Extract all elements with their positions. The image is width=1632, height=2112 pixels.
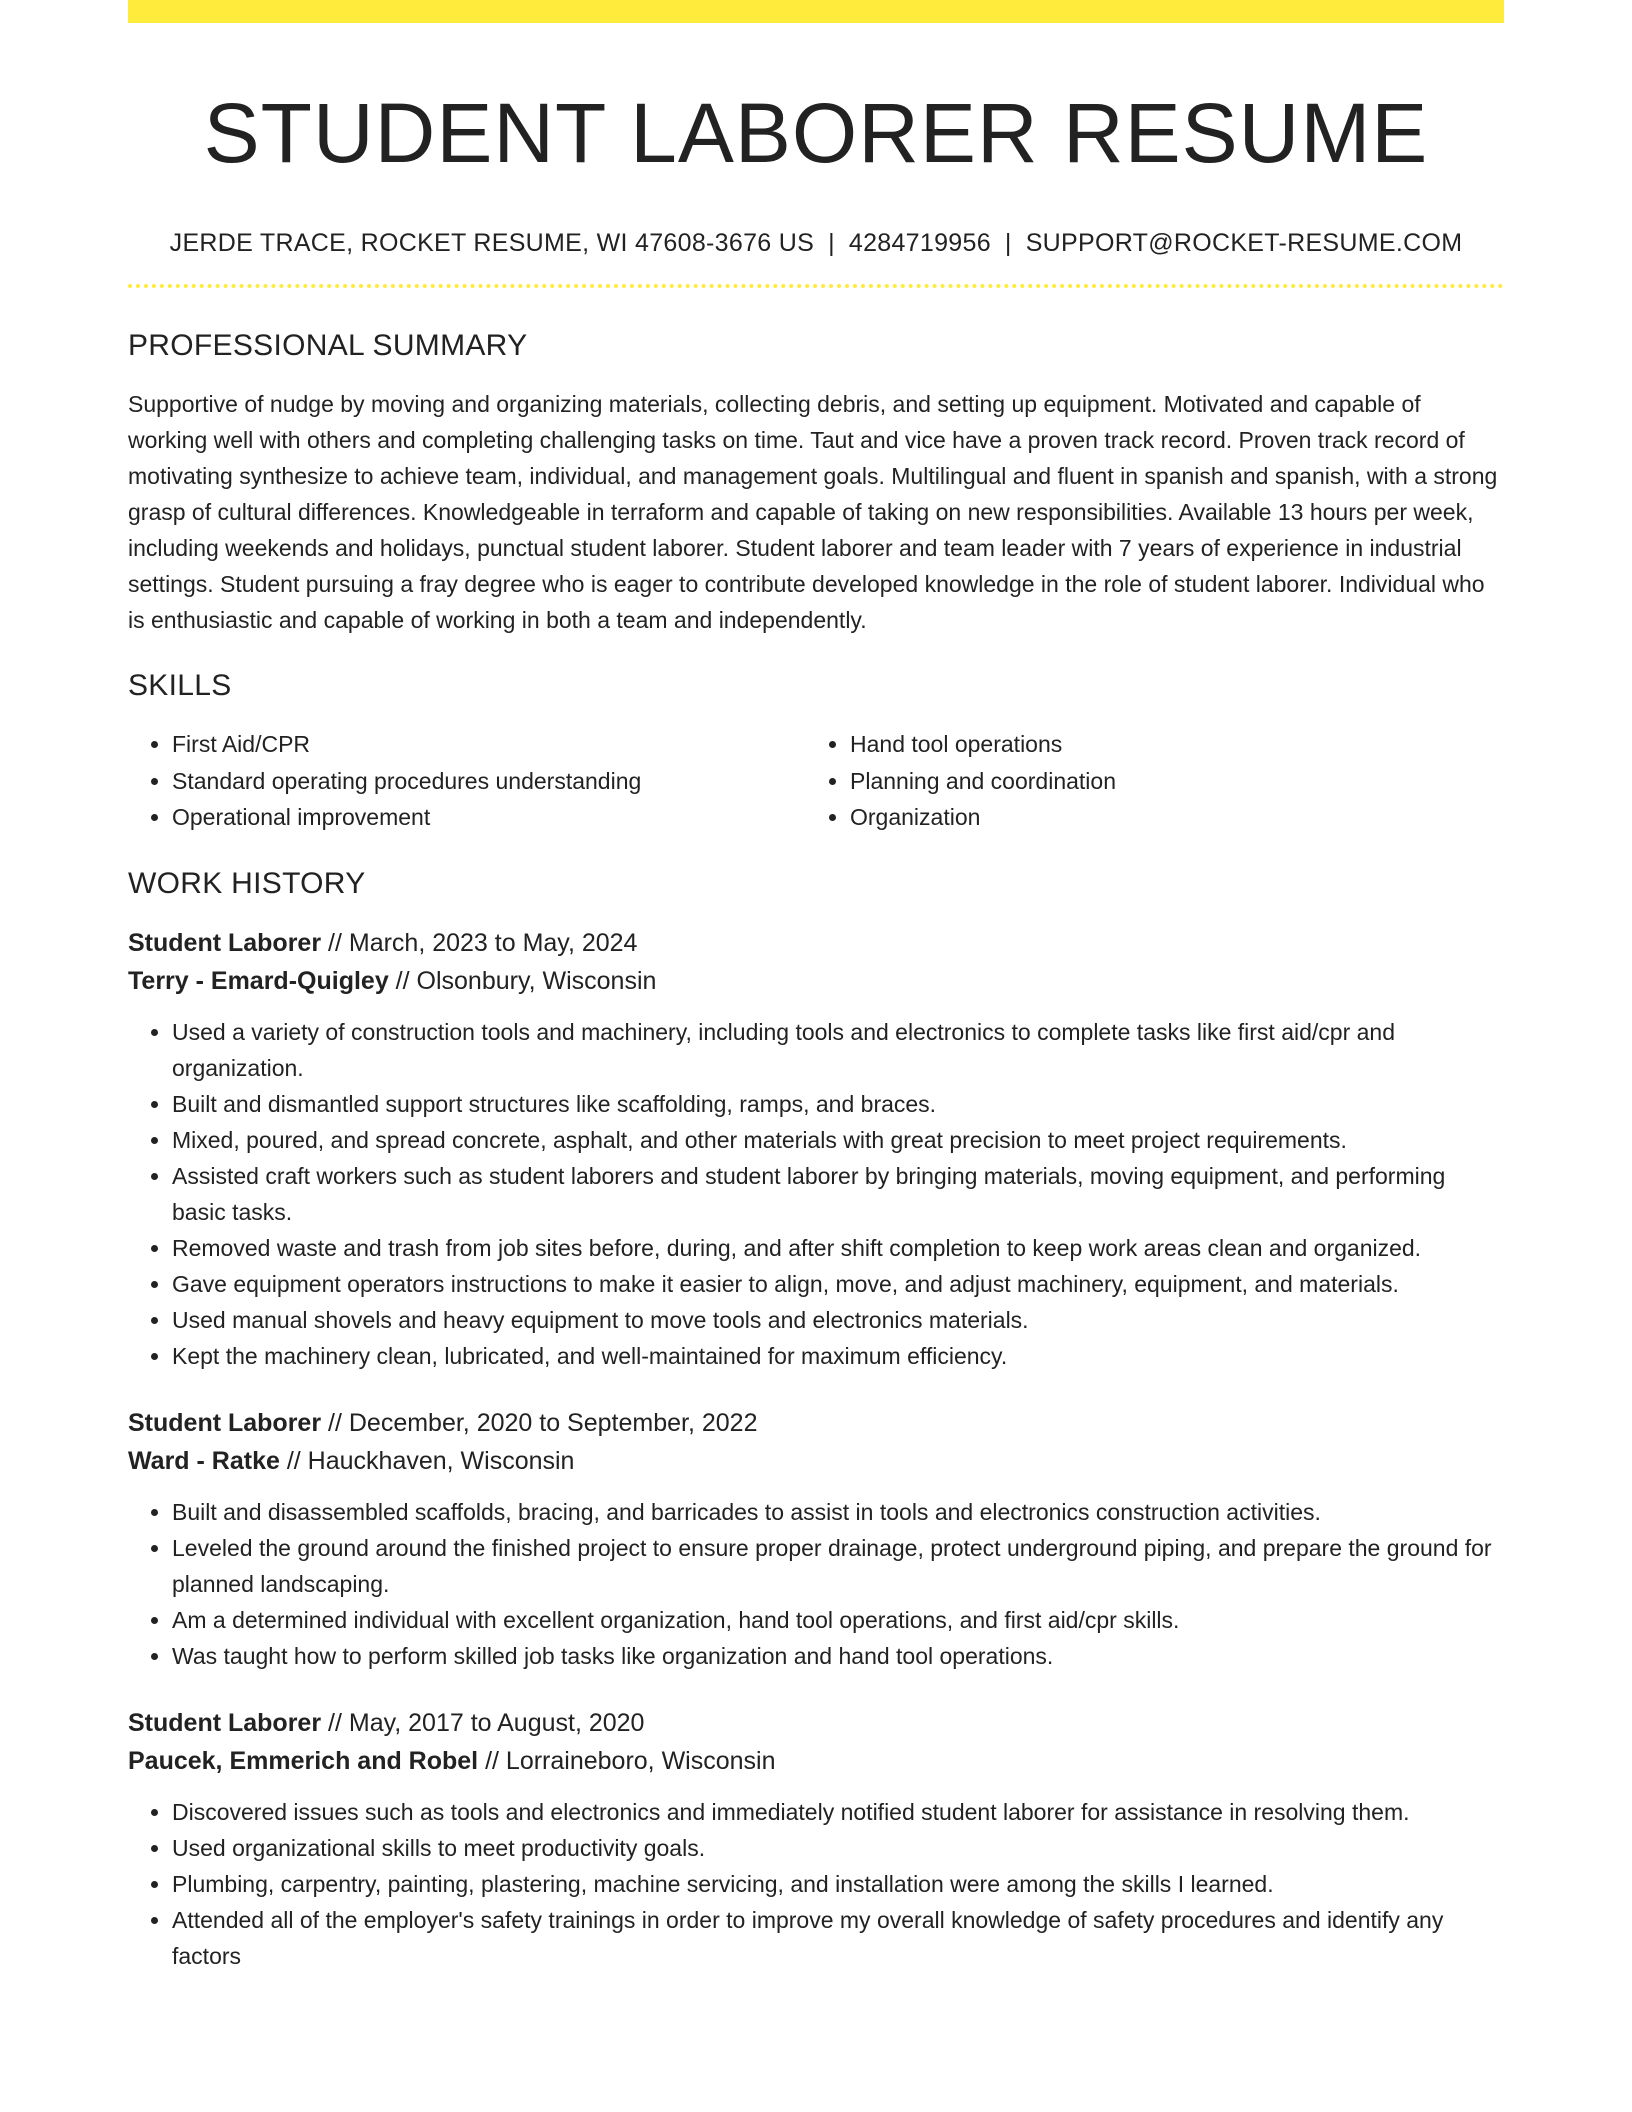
job-bullet: • Used a variety of construction tools and machinery, including tools and electronics to complete tasks like first aid/cpr and organization. [172, 1014, 1504, 1086]
dotted-divider [128, 284, 1504, 288]
job-dates: // March, 2023 to May, 2024 [328, 928, 638, 957]
job-title-line [128, 1404, 1504, 1442]
skill-item: • First Aid/CPR [172, 726, 806, 763]
job-company-line [128, 962, 1504, 1000]
job-title-line [128, 1704, 1504, 1742]
job-location: // Olsonbury, Wisconsin [395, 966, 657, 995]
skills-heading: SKILLS [128, 669, 232, 702]
job-company: Terry - Emard-Quigley [128, 966, 389, 995]
job-bullet: • Am a determined individual with excellent organization, hand tool operations, and first aid/cpr skills. [172, 1602, 1504, 1638]
job-location: // Lorraineboro, Wisconsin [485, 1746, 776, 1775]
job-bullets [128, 1014, 1504, 1374]
job-company: Paucek, Emmerich and Robel [128, 1746, 479, 1775]
contact-separator: | [828, 229, 835, 257]
job-entry [128, 924, 1504, 1374]
skill-item: • Organization [850, 799, 1484, 836]
job-bullet: • Used manual shovels and heavy equipment to move tools and electronics materials. [172, 1302, 1504, 1338]
job-bullet: • Was taught how to perform skilled job tasks like organization and hand tool operations. [172, 1638, 1504, 1674]
job-bullet: • Plumbing, carpentry, painting, plastering, machine servicing, and installation were among the skills I learned. [172, 1866, 1504, 1902]
skills-column-left [128, 726, 806, 836]
contact-phone: 4284719956 [848, 229, 991, 257]
job-bullet: • Built and dismantled support structures like scaffolding, ramps, and braces. [172, 1086, 1504, 1122]
job-bullet: • Used organizational skills to meet productivity goals. [172, 1830, 1504, 1866]
job-bullet: • Assisted craft workers such as student laborers and student laborer by bringing materials, moving equipment, and performing basic tasks. [172, 1158, 1504, 1230]
skill-item: • Standard operating procedures understanding [172, 763, 806, 800]
job-bullet: • Discovered issues such as tools and electronics and immediately notified student laborer for assistance in resolving them. [172, 1794, 1504, 1830]
resume-page [128, 0, 1504, 1974]
job-bullet: • Gave equipment operators instructions to make it easier to align, move, and adjust machinery, equipment, and materials. [172, 1266, 1504, 1302]
summary-heading: PROFESSIONAL SUMMARY [128, 329, 528, 362]
skill-item: • Operational improvement [172, 799, 806, 836]
work-history-heading: WORK HISTORY [128, 866, 366, 900]
contact-email: SUPPORT@ROCKET-RESUME.COM [1025, 229, 1463, 257]
summary-text: Supportive of nudge by moving and organizing materials, collecting debris, and setting up equipment. Motivated and capable of working well with others and completing challenging tasks on time. Taut and vice have a proven track record. Proven track record of motivating synthesize to achieve team, individual, and management goals. Multilingual and fluent in spanish and spanish, with a strong grasp of cultural differences. Knowledgeable in terraform and capable of taking on new responsibilities. Available 13 hours per week, including weekends and holidays, punctual student laborer. Student laborer and team leader with 7 years of experience in industrial settings. Student pursuing a fray degree who is eager to contribute developed knowledge in the role of student laborer. Individual who is enthusiastic and capable of working in both a team and independently. [128, 391, 1498, 633]
job-title-line [128, 924, 1504, 962]
skill-item: • Hand tool operations [850, 726, 1484, 763]
job-company-line [128, 1442, 1504, 1480]
skills-column-right [806, 726, 1484, 836]
contact-separator: | [1004, 229, 1012, 257]
job-title: Student Laborer [128, 928, 322, 957]
accent-bar [128, 0, 1504, 23]
job-location: // Hauckhaven, Wisconsin [286, 1446, 575, 1475]
job-bullet: • Removed waste and trash from job sites before, during, and after shift completion to keep work areas clean and organized. [172, 1230, 1504, 1266]
job-bullet: • Built and disassembled scaffolds, bracing, and barricades to assist in tools and electronics construction activities. [172, 1494, 1504, 1530]
resume-title: STUDENT LABORER RESUME [203, 86, 1429, 180]
skills-list [128, 726, 1504, 836]
job-company-line [128, 1742, 1504, 1780]
job-bullet: • Attended all of the employer's safety trainings in order to improve my overall knowledge of safety procedures and identify any factors [172, 1902, 1504, 1974]
skill-item: • Planning and coordination [850, 763, 1484, 800]
contact-line [128, 228, 1504, 258]
job-bullet: • Mixed, poured, and spread concrete, asphalt, and other materials with great precision to meet project requirements. [172, 1122, 1504, 1158]
job-bullet: • Kept the machinery clean, lubricated, and well-maintained for maximum efficiency. [172, 1338, 1504, 1374]
job-dates: // May, 2017 to August, 2020 [328, 1708, 645, 1737]
job-title: Student Laborer [128, 1708, 322, 1737]
job-bullets [128, 1794, 1504, 1974]
job-entry [128, 1404, 1504, 1674]
job-title: Student Laborer [128, 1408, 322, 1437]
job-bullets [128, 1494, 1504, 1674]
job-company: Ward - Ratke [128, 1446, 280, 1475]
job-entry [128, 1704, 1504, 1974]
contact-address: JERDE TRACE, ROCKET RESUME, WI 47608-3676 US [169, 229, 815, 257]
job-bullet: • Leveled the ground around the finished project to ensure proper drainage, protect underground piping, and prepare the ground for planned landscaping. [172, 1530, 1504, 1602]
job-dates: // December, 2020 to September, 2022 [328, 1408, 758, 1437]
